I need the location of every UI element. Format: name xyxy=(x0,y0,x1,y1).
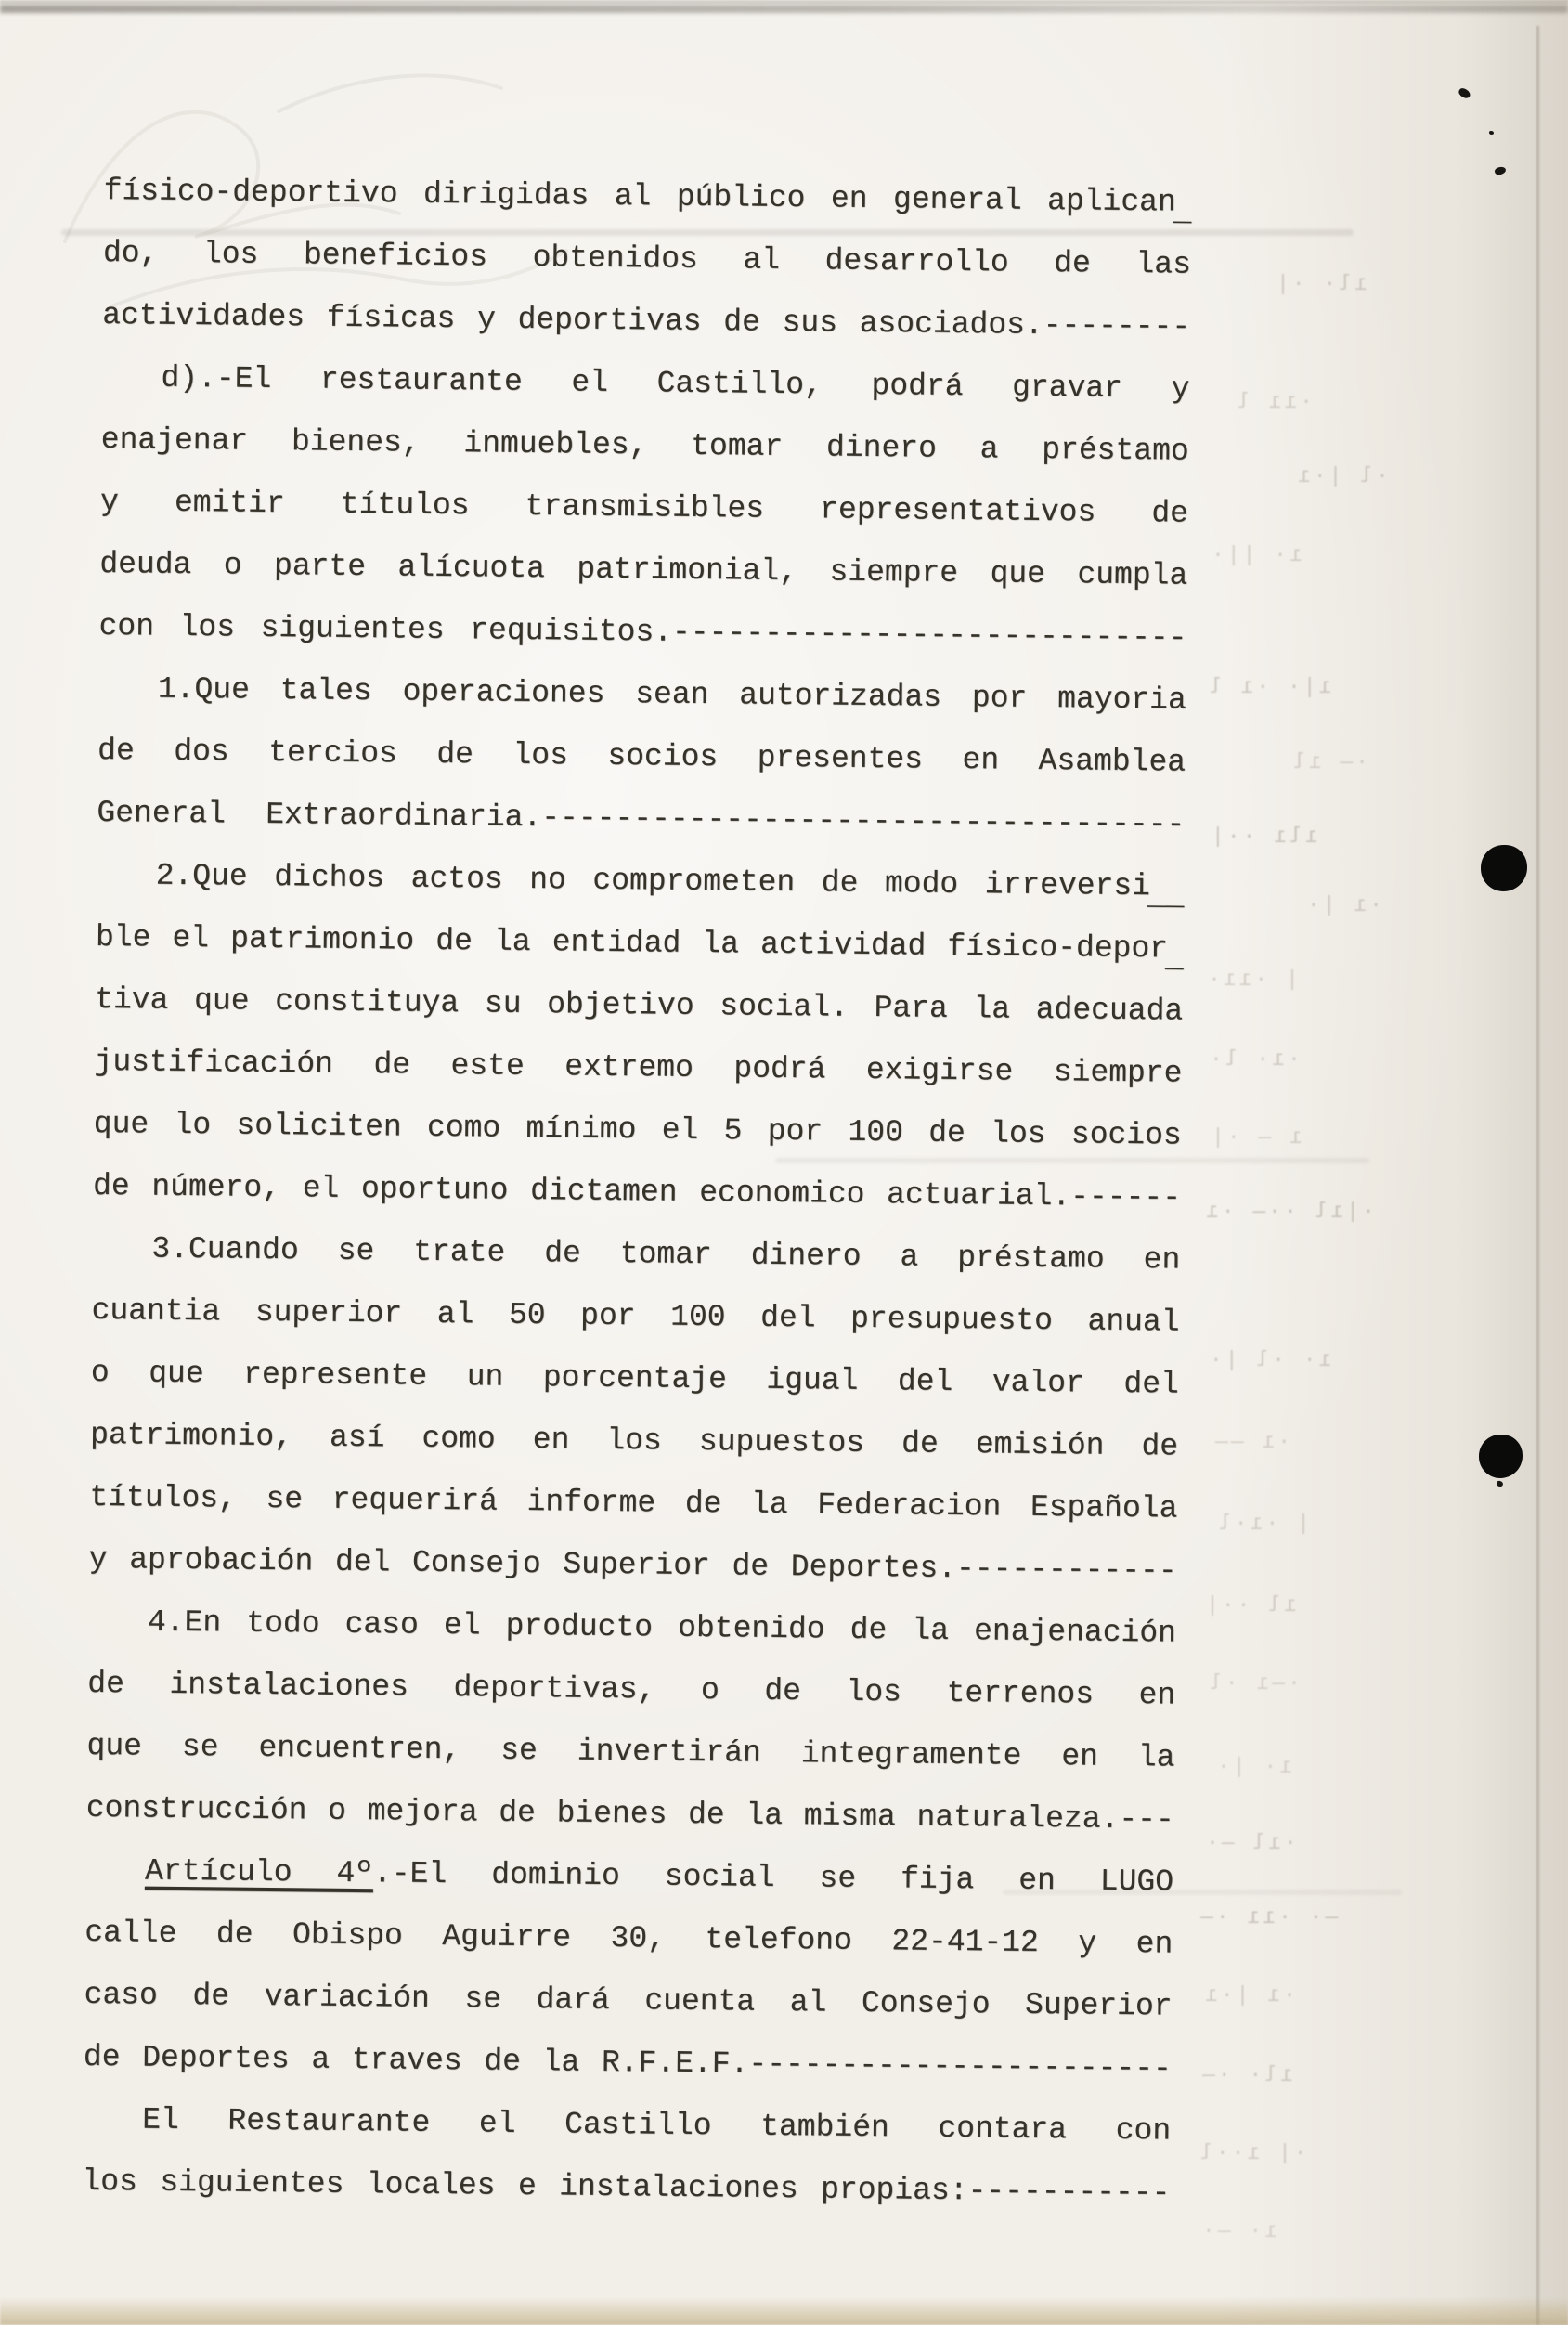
bleed-through-text: | ·ıı· xyxy=(1205,968,1299,992)
text-segment: y aprobación del Consejo Superior de Deportes.------------ xyxy=(88,1541,1177,1589)
bleed-through-text: ıl ··| xyxy=(1203,1593,1297,1617)
text-line xyxy=(95,968,1184,1043)
text-segment: do, los beneficios obtenidos al desarrollo de las xyxy=(102,235,1192,282)
bleed-through-text: —· ·ıı ·— xyxy=(1198,1905,1339,1929)
text-line xyxy=(97,782,1186,856)
text-segment: calle de Obispo Aguirre 30, telefono 22-41-12 y en xyxy=(84,1915,1173,1962)
bleed-through-text: ılı ··| xyxy=(1209,825,1318,849)
bleed-through-text: ·ı |·ı xyxy=(1202,1983,1296,2007)
bleed-through-text: ·|ıl ··— ·ı xyxy=(1203,1200,1375,1224)
text-segment: y emitir títulos transmisibles representativos de xyxy=(99,484,1189,531)
continuation-underscore: _ xyxy=(1164,941,1184,976)
bleed-through-text: ı|· ·ı l xyxy=(1207,675,1332,699)
text-segment: d).-El restaurante el Castillo, podrá gravar y xyxy=(161,360,1190,407)
photocopy-bottom-edge xyxy=(0,2297,1568,2325)
text-segment: tiva que constituya su objetivo social. Para la adecuada xyxy=(95,981,1184,1029)
photocopy-right-edge-line xyxy=(1536,26,1539,2325)
punch-hole-mark xyxy=(1479,1435,1523,1478)
text-segment: de instalaciones deportivas, o de los terrenos en xyxy=(87,1666,1176,1713)
punch-hole-mark xyxy=(1481,845,1527,891)
text-line xyxy=(101,346,1190,421)
text-line xyxy=(103,160,1192,234)
text-line xyxy=(93,1093,1182,1167)
text-segment: los siguientes locales e instalaciones propias:----------- xyxy=(82,2163,1171,2211)
text-segment: construcción o mejora de bienes de la misma naturaleza.--- xyxy=(85,1790,1174,1838)
text-line xyxy=(96,844,1185,918)
bleed-through-text: ·ı |· xyxy=(1304,893,1383,917)
text-line xyxy=(102,284,1191,358)
bleed-through-text: ı· ||· xyxy=(1209,543,1302,567)
text-line xyxy=(94,1031,1183,1105)
text-line xyxy=(89,1466,1178,1540)
text-segment: o que represente un porcentaje igual del valor del xyxy=(90,1355,1179,1402)
bleed-through-text: ·ı —— xyxy=(1212,1430,1291,1454)
typewritten-text-block xyxy=(82,160,1192,2225)
text-segment: físico-deportivo dirigidas al público en general aplican xyxy=(103,173,1176,220)
text-segment: con los siguientes requisitos.---------------------------- xyxy=(98,608,1187,656)
text-segment: títulos, se requerirá informe de la Federacion Española xyxy=(89,1479,1178,1526)
text-line xyxy=(100,409,1189,483)
text-line xyxy=(85,1777,1174,1851)
text-line xyxy=(97,657,1186,732)
text-line xyxy=(84,1902,1173,1976)
text-line xyxy=(90,1404,1179,1478)
text-line xyxy=(103,222,1192,296)
text-line xyxy=(87,1653,1176,1727)
text-line xyxy=(91,1342,1180,1416)
text-line xyxy=(88,1591,1177,1665)
text-segment: que se encuentren, se invertirán integramente en la xyxy=(86,1728,1175,1775)
bleed-through-text: ·ıı l xyxy=(1235,390,1314,414)
bleed-through-text: ı· —· xyxy=(1199,2219,1278,2243)
bleed-through-text: | ·ı·l xyxy=(1216,1512,1310,1536)
text-line xyxy=(96,906,1185,981)
text-line xyxy=(84,2026,1173,2100)
continuation-underscore: __ xyxy=(1147,878,1185,914)
text-line xyxy=(84,1964,1173,2038)
text-line xyxy=(98,595,1187,669)
text-segment: de número, el oportuno dictamen economico actuarial.------ xyxy=(92,1168,1182,1215)
text-line xyxy=(86,1715,1175,1789)
text-segment: 1.Que tales operaciones sean autorizadas por mayoria xyxy=(157,671,1186,718)
text-segment: actividades físicas y deportivas de sus asociados.-------- xyxy=(101,297,1191,344)
text-segment: deuda o parte alícuota patrimonial, siempre que cumpla xyxy=(99,546,1188,593)
photocopy-right-shade xyxy=(1457,0,1568,2325)
text-segment: que lo soliciten como mínimo el 5 por 100 de los socios xyxy=(93,1106,1182,1153)
text-line xyxy=(100,471,1189,545)
text-line xyxy=(93,1155,1182,1229)
bleed-through-text: ı· ·l |· xyxy=(1207,1348,1332,1372)
text-segment: patrimonio, así como en los supuestos de emisión de xyxy=(89,1417,1179,1464)
bleed-through-text: ·| ı··l xyxy=(1198,2141,1307,2165)
bleed-through-text: ı· |· xyxy=(1214,1755,1293,1779)
text-line xyxy=(82,2150,1171,2225)
text-segment: caso de variación se dará cuenta al Consejo Superior xyxy=(84,1977,1173,2024)
text-segment: 4.En todo caso el producto obtenido de la enajenación xyxy=(147,1604,1177,1651)
bleed-through-text: ·ıl —· xyxy=(1203,1831,1297,1855)
text-line xyxy=(91,1279,1180,1354)
text-line xyxy=(88,1528,1177,1603)
bleed-through-text: ·—ı ·l xyxy=(1207,1671,1301,1695)
text-segment: justificación de este extremo podrá exigirse siempre xyxy=(94,1044,1183,1091)
bleed-through-text: ·— ıl xyxy=(1290,750,1369,774)
text-segment: cuantia superior al 50 por 100 del presupuesto anual xyxy=(91,1292,1180,1340)
bleed-through-text: ı — ·| xyxy=(1209,1125,1302,1150)
text-line xyxy=(97,720,1186,794)
text-segment: de dos tercios de los socios presentes en Asamblea xyxy=(97,733,1186,780)
bleed-through-text: ·ı· l· xyxy=(1207,1047,1301,1072)
text-line xyxy=(85,1839,1174,1914)
text-line xyxy=(83,2088,1172,2163)
text-segment: 3.Cuando se trate de tomar dinero a préstamo en xyxy=(151,1231,1181,1278)
underlined-article-heading: Artículo 4º xyxy=(144,1853,374,1891)
ink-speck xyxy=(1489,131,1494,135)
text-segment: General Extraordinaria.----------------------------------- xyxy=(97,795,1186,842)
text-segment: ble el patrimonio de la entidad la actividad físico-depor xyxy=(95,919,1169,967)
text-segment: de Deportes a traves de la R.F.E.F.----------------------- xyxy=(83,2039,1173,2086)
text-segment: El Restaurante el Castillo también contara con xyxy=(141,2102,1172,2149)
text-segment: .-El dominio social se fija en LUGO xyxy=(372,1856,1174,1900)
bleed-through-text: ·l |·ı xyxy=(1295,464,1389,488)
text-line xyxy=(92,1217,1181,1292)
bleed-through-text: ıl· ·| xyxy=(1274,272,1367,296)
bleed-through-text: ıl· ·— xyxy=(1199,2063,1293,2087)
text-segment: enajenar bienes, inmuebles, tomar dinero a préstamo xyxy=(100,422,1189,469)
continuation-underscore: _ xyxy=(1173,194,1192,229)
text-line xyxy=(99,533,1188,607)
text-segment: 2.Que dichos actos no comprometen de modo irreversi xyxy=(155,858,1151,904)
